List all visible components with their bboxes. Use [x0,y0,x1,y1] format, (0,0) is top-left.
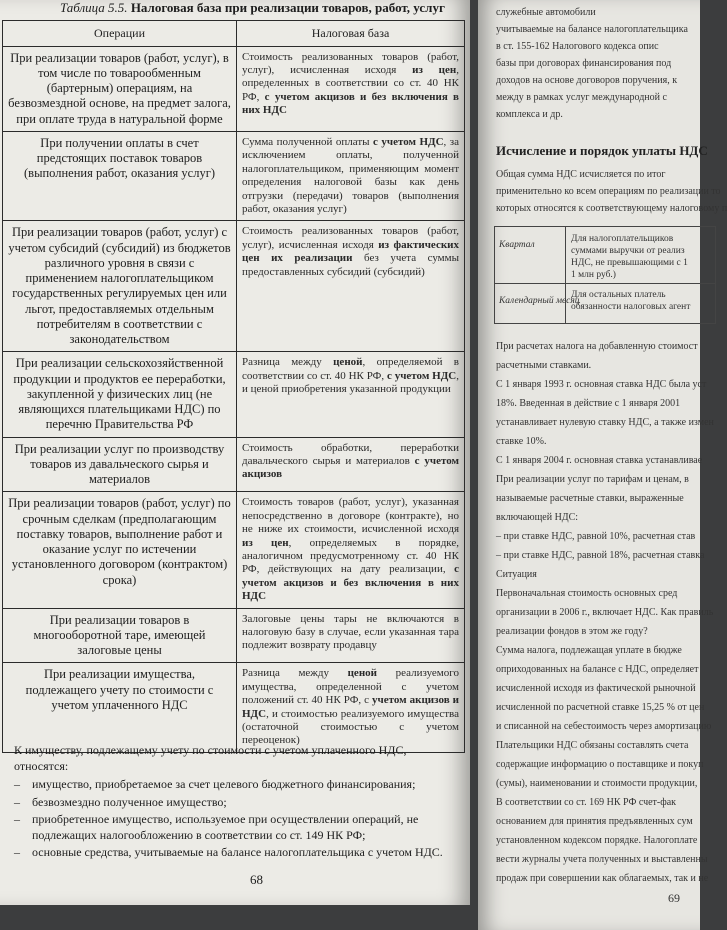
operation-cell: При получении оплаты в счет предстоящих поставок товаров (выполнения работ, оказания услуг) [3,131,237,220]
page-number-left: 68 [250,872,263,887]
text-line: включающей НДС: [496,512,579,523]
text-line: Сумма налога, подлежащая уплате в бюдже [496,645,682,656]
tax-base-text: с учетом акцизов и без включения в них НДС [242,563,459,603]
note-block [14,742,459,861]
tax-base-text: с учетом НДС [373,135,444,148]
table-row [3,352,465,437]
text-line: С 1 января 1993 г. основная ставка НДС была уст [496,379,707,390]
tax-base-text: Сумма полученной оплаты [242,135,374,148]
text-line: С 1 января 2004 г. основная ставка устанавливае [496,455,703,466]
section-heading: Исчисление и порядок уплаты НДС [496,143,708,158]
right-page [478,0,727,930]
text-line: вести журналы учета полученных и выставленны [496,854,708,865]
period-text: Для остальных платель [571,290,666,300]
table-row [3,608,465,663]
tax-base-text: с учетом акцизов и без включения в них НДС [242,90,459,117]
list-item: – имущество, приобретаемое за счет целевого бюджетного финансирования; [14,776,459,792]
tax-base-text: , определенных в соответствии со ст. 40 НК РФ, [242,64,459,103]
tax-base-text: Стоимость реализованных товаров (работ, услуг), исчисленная исходя [242,225,459,251]
tax-base-text: , и ценой приобретения указанной продукции [242,369,459,396]
note-intro: К имуществу, подлежащему учету по стоимости с учетом уплаченного НДС, относятся: [14,743,407,774]
text-line: Ситуация [496,569,537,580]
text-line: исчисленной исходя из фактической рыночной [496,683,696,694]
text-line: называемые расчетные ставки, выраженные [496,493,684,504]
note-list [14,776,459,860]
tax-base-text: без учета суммы предоставленных субсидий (субсидий) [242,252,459,278]
tax-base-text: с учетом акцизов [242,454,460,481]
table-row [3,221,465,352]
table-caption [60,0,460,16]
tax-base-text: ценой [333,356,363,369]
tax-base-text: , определяемой в соответствии со ст. 40 НК РФ, [242,356,459,382]
tax-base-text: Залоговые цены тары не включаются в налоговую базу в случае, если указанная тара подлежит возврату продавцу [242,612,459,652]
column-header-operations: Операции [3,21,237,47]
tax-base-text: из цен [242,536,289,549]
text-line: расчетными ставками. [496,360,592,371]
table-row [3,663,465,752]
table-row [3,437,465,492]
text-line: базы при договорах финансирования под [496,58,672,69]
table-caption-label: Таблица 5.5. [60,0,128,15]
text-line: При расчетах налога на добавленную стоимост [496,341,698,352]
reporting-period-table [494,226,716,324]
text-line: исчисленной по расчетной ставке 15,25 % от цен [496,702,705,713]
text-line: продаж при совершении как облагаемых, так и не [496,873,709,884]
tax-base-text: , и стоимостью реализуемого имущества (остаточной стоимостью с учетом переоценок) [242,707,459,747]
tax-base-text: из фактических цен их реализации [242,238,460,265]
tax-base-cell [237,352,465,437]
text-line: и списанной на себестоимость через амортизацию [496,721,712,732]
table-row [3,46,465,131]
tax-base-text: , за исключением оплаты, полученной налогоплательщиком, применяющим момент определения налоговой базы как день отгрузки (передачи) товаров (выполнения работ, оказания услуг) [242,135,459,215]
period-text: обязанности налоговых агент [571,302,691,312]
tax-base-cell [237,131,465,220]
operation-cell: При реализации товаров (работ, услуг) с учетом субсидий (субсидий) из бюджетов различного уровня в связи с применением налогоплательщиком государственных регулируемых цен или льгот, предоставляемых отдельным потребителям в соответствии с законодательством [3,221,237,352]
period-text: суммами выручки от реализ [571,246,685,256]
tax-base-text: ценой [347,667,377,680]
tax-base-text: Стоимость обработки, переработки давальческого сырья и материалов [242,441,459,467]
period-label: Квартал [499,240,535,250]
tax-base-cell [237,46,465,131]
period-text: НДС, не превышающими с 1 [571,258,688,268]
page-number-right: 69 [668,891,680,905]
text-line: содержащие информацию о поставщике и покуп [496,759,704,770]
text-line: В соответствии со ст. 169 НК РФ счет-фак [496,797,677,808]
text-line: учитываемые на балансе налогоплательщика [496,24,688,35]
text-line: реализации фондов в этом же году? [496,626,648,637]
text-line: организации в 2006 г., включает НДС. Как правиль [496,607,714,618]
operation-cell: При реализации товаров (работ, услуг) по срочным сделкам (предполагающим поставку товаров, выполнение работ и оказание услуг по истечении установленного договором (контрактом) срока) [3,492,237,608]
column-header-tax-base: Налоговая база [237,21,465,47]
text-line: применительно ко всем операциям по реализации то [496,186,721,197]
table-row [3,492,465,608]
text-line: – при ставке НДС, равной 18%, расчетная ставка [496,550,705,561]
tax-base-text: учетом акцизов и НДС [242,694,459,720]
text-line: устанавливает нулевую ставку НДС, а также измен [496,417,714,428]
list-item: – приобретенное имущество, используемое при осуществлении операций, не подлежащих налогообложению в соответствии со ст. 149 НК РФ; [14,811,459,843]
tax-base-text: Разница между [242,356,334,369]
tax-base-table [2,20,465,753]
text-line: Первоначальная стоимость основных сред [496,588,678,599]
operation-cell: При реализации сельскохозяйственной продукции и продуктов ее переработки, закупленной у физических лиц (не являющихся плательщиками НДС) по перечню Правительства РФ [3,352,237,437]
tax-base-text: , определяемых в порядке, аналогичном предусмотренному ст. 40 НК РФ, действующих на дату реализации, [242,536,459,576]
text-line: 18%. Введенная в действие с 1 января 2001 [496,398,681,409]
text-line: Плательщики НДС обязаны составлять счета [496,740,689,751]
list-item: – основные средства, учитываемые на балансе налогоплательщика с учетом НДС. [14,844,459,860]
tax-base-cell [237,221,465,352]
tax-base-text: реализуемого имущества, определенной с учетом положений ст. 40 НК РФ, с [242,667,459,707]
text-line: Общая сумма НДС исчисляется по итог [496,169,666,180]
text-line: оприходованных на балансе с НДС, определяет [496,664,699,675]
text-line: доходов на основе договоров поручения, к [496,75,678,86]
table-caption-title: Налоговая база при реализации товаров, работ, услуг [130,0,445,15]
text-line: При реализации услуг по тарифам и ценам, в [496,474,689,485]
period-label: Календарный месяц [499,296,580,306]
tax-base-cell [237,663,465,752]
operation-cell: При реализации товаров (работ, услуг), в том числе по товарообменным (бартерным) операциям, на безвозмездной основе, на предмет залога, при оплате труда в натуральной форме [3,46,237,131]
tax-base-text: с учетом НДС [386,369,457,382]
operation-cell: При реализации услуг по производству товаров из давальческого сырья и материалов [3,437,237,492]
operation-cell: При реализации товаров в многооборотной таре, имеющей залоговые цены [3,608,237,663]
text-line: между в рамках услуг международной с [496,92,667,103]
tax-base-cell [237,437,465,492]
text-line: комплекса и др. [496,109,563,120]
text-line: основанием для принятия предъявленных сум [496,816,693,827]
text-line: ставке 10%. [496,436,547,447]
tax-base-text: Стоимость товаров (работ, услуг), указанная непосредственно в договоре (контракте), но не ниже их стоимости, исчисленной исходя [242,496,459,536]
table-header-row [3,21,465,47]
text-line: (сумы), наименовании и стоимости продукции, [496,778,698,789]
list-item: – безвозмездно полученное имущество; [14,794,459,810]
text-line: которых относятся к соответствующему налоговому п [496,203,727,214]
tax-base-cell [237,492,465,608]
table-row [3,131,465,220]
tax-base-text: Стоимость реализованных товаров (работ, услуг), исчисленная исходя [242,50,459,77]
text-line: установленном кодексом порядке. Налогоплате [496,835,698,846]
period-text: 1 млн руб.) [571,270,616,280]
text-line: служебные автомобили [496,7,596,18]
text-line: в ст. 155-162 Налогового кодекса опис [496,41,659,52]
tax-base-cell [237,608,465,663]
tax-base-text: из цен [412,64,457,77]
period-text: Для налогоплательщиков [571,234,674,244]
text-line: – при ставке НДС, равной 10%, расчетная став [496,531,696,542]
operation-cell: При реализации имущества, подлежащего учету по стоимости с учетом уплаченного НДС [3,663,237,752]
tax-base-text: Разница между [242,667,348,680]
